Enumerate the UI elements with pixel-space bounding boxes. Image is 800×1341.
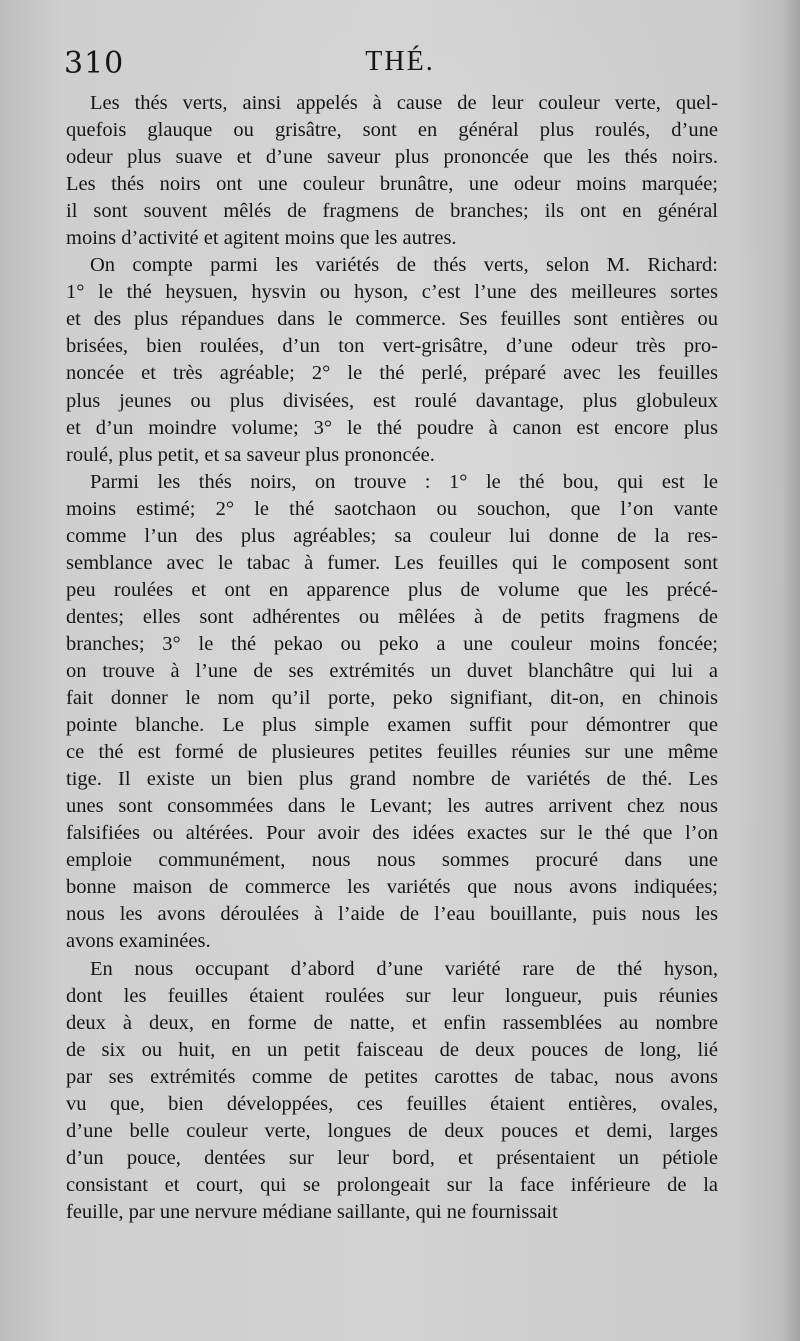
text-line: par ses extrémités comme de petites carottes de tabac, nous avons (66, 1065, 718, 1088)
page-number: 310 (64, 46, 125, 81)
text-line: unes sont consommées dans le Levant; les autres arrivent chez nous (66, 795, 718, 818)
text-line: tige. Il existe un bien plus grand nombre de variétés de thé. Les (66, 768, 718, 791)
paragraph (66, 90, 718, 252)
text-line: semblance avec le tabac à fumer. Les feuilles qui le composent sont (66, 551, 718, 574)
text-line: fait donner le nom qu’il porte, peko signifiant, dit-on, en chinois (66, 687, 718, 710)
text-line: plus jeunes ou plus divisées, est roulé davantage, plus globuleux (66, 389, 718, 412)
text-line: d’un pouce, dentées sur leur bord, et présentaient un pétiole (66, 1146, 718, 1169)
text-line: moins estimé; 2° le thé saotchaon ou souchon, que l’on vante (66, 497, 718, 520)
text-line: dont les feuilles étaient roulées sur leur longueur, puis réunies (66, 984, 718, 1007)
text-line: peu roulées et ont en apparence plus de volume que les précé- (66, 578, 718, 601)
text-line: On compte parmi les variétés de thés verts, selon M. Richard: (90, 254, 718, 277)
text-line: et des plus répandues dans le commerce. Ses feuilles sont entières ou (66, 308, 718, 331)
text-line: de six ou huit, en un petit faisceau de deux pouces de long, lié (66, 1038, 718, 1061)
running-title: THÉ. (365, 46, 435, 77)
text-line: d’une belle couleur verte, longues de deux pouces et demi, larges (66, 1119, 718, 1142)
page-edge-shadow (782, 0, 800, 1341)
text-line: feuille, par une nervure médiane saillante, qui ne fournissait (66, 1200, 558, 1223)
text-line: pointe blanche. Le plus simple examen suffit pour démontrer que (66, 714, 718, 737)
text-line: et d’un moindre volume; 3° le thé poudre à canon est encore plus (66, 416, 718, 439)
text-line: emploie communément, nous nous sommes procuré dans une (66, 849, 718, 872)
text-line: comme l’un des plus agréables; sa couleur lui donne de la res- (66, 524, 718, 547)
running-head (64, 46, 736, 86)
text-line: Les thés noirs ont une couleur brunâtre, une odeur moins marquée; (66, 173, 718, 196)
text-line: bonne maison de commerce les variétés que nous avons indiquées; (66, 876, 718, 899)
text-line: on trouve à l’une de ses extrémités un duvet blanchâtre qui lui a (66, 659, 718, 682)
text-line: brisées, bien roulées, d’un ton vert-grisâtre, d’une odeur très pro- (66, 335, 718, 358)
text-line: quefois glauque ou grisâtre, sont en général plus roulés, d’une (66, 119, 718, 142)
text-line: En nous occupant d’abord d’une variété rare de thé hyson, (90, 957, 718, 980)
text-line: vu que, bien développées, ces feuilles étaient entières, ovales, (66, 1092, 718, 1115)
text-line: il sont souvent mêlés de fragmens de branches; ils ont en général (66, 200, 718, 223)
text-line: consistant et court, qui se prolongeait sur la face inférieure de la (66, 1173, 718, 1196)
text-line: 1° le thé heysuen, hysvin ou hyson, c’est l’une des meilleures sortes (66, 281, 718, 304)
text-line: dentes; elles sont adhérentes ou mêlées à de petits fragmens de (66, 605, 718, 628)
text-line: Parmi les thés noirs, on trouve : 1° le thé bou, qui est le (90, 470, 718, 493)
text-line: branches; 3° le thé pekao ou peko a une couleur moins foncée; (66, 632, 718, 655)
text-line: noncée et très agréable; 2° le thé perlé, préparé avec les feuilles (66, 362, 718, 385)
text-line: odeur plus suave et d’une saveur plus prononcée que les thés noirs. (66, 146, 718, 169)
text-line: roulé, plus petit, et sa saveur plus prononcée. (66, 443, 435, 466)
text-line: Les thés verts, ainsi appelés à cause de leur couleur verte, quel- (90, 92, 718, 114)
text-line: moins d’activité et agitent moins que les autres. (66, 227, 457, 250)
text-line: ce thé est formé de plusieures petites feuilles réunies sur une même (66, 741, 718, 764)
text-line: falsifiées ou altérées. Pour avoir des idées exactes sur le thé que l’on (66, 822, 718, 845)
paragraph (66, 252, 718, 468)
text-line: deux à deux, en forme de natte, et enfin rassemblées au nombre (66, 1011, 718, 1034)
body-text (66, 90, 718, 1226)
text-line: avons examinées. (66, 930, 211, 953)
paragraph (66, 956, 718, 1226)
text-line: nous les avons déroulées à l’aide de l’eau bouillante, puis nous les (66, 903, 718, 926)
paragraph (66, 469, 718, 956)
